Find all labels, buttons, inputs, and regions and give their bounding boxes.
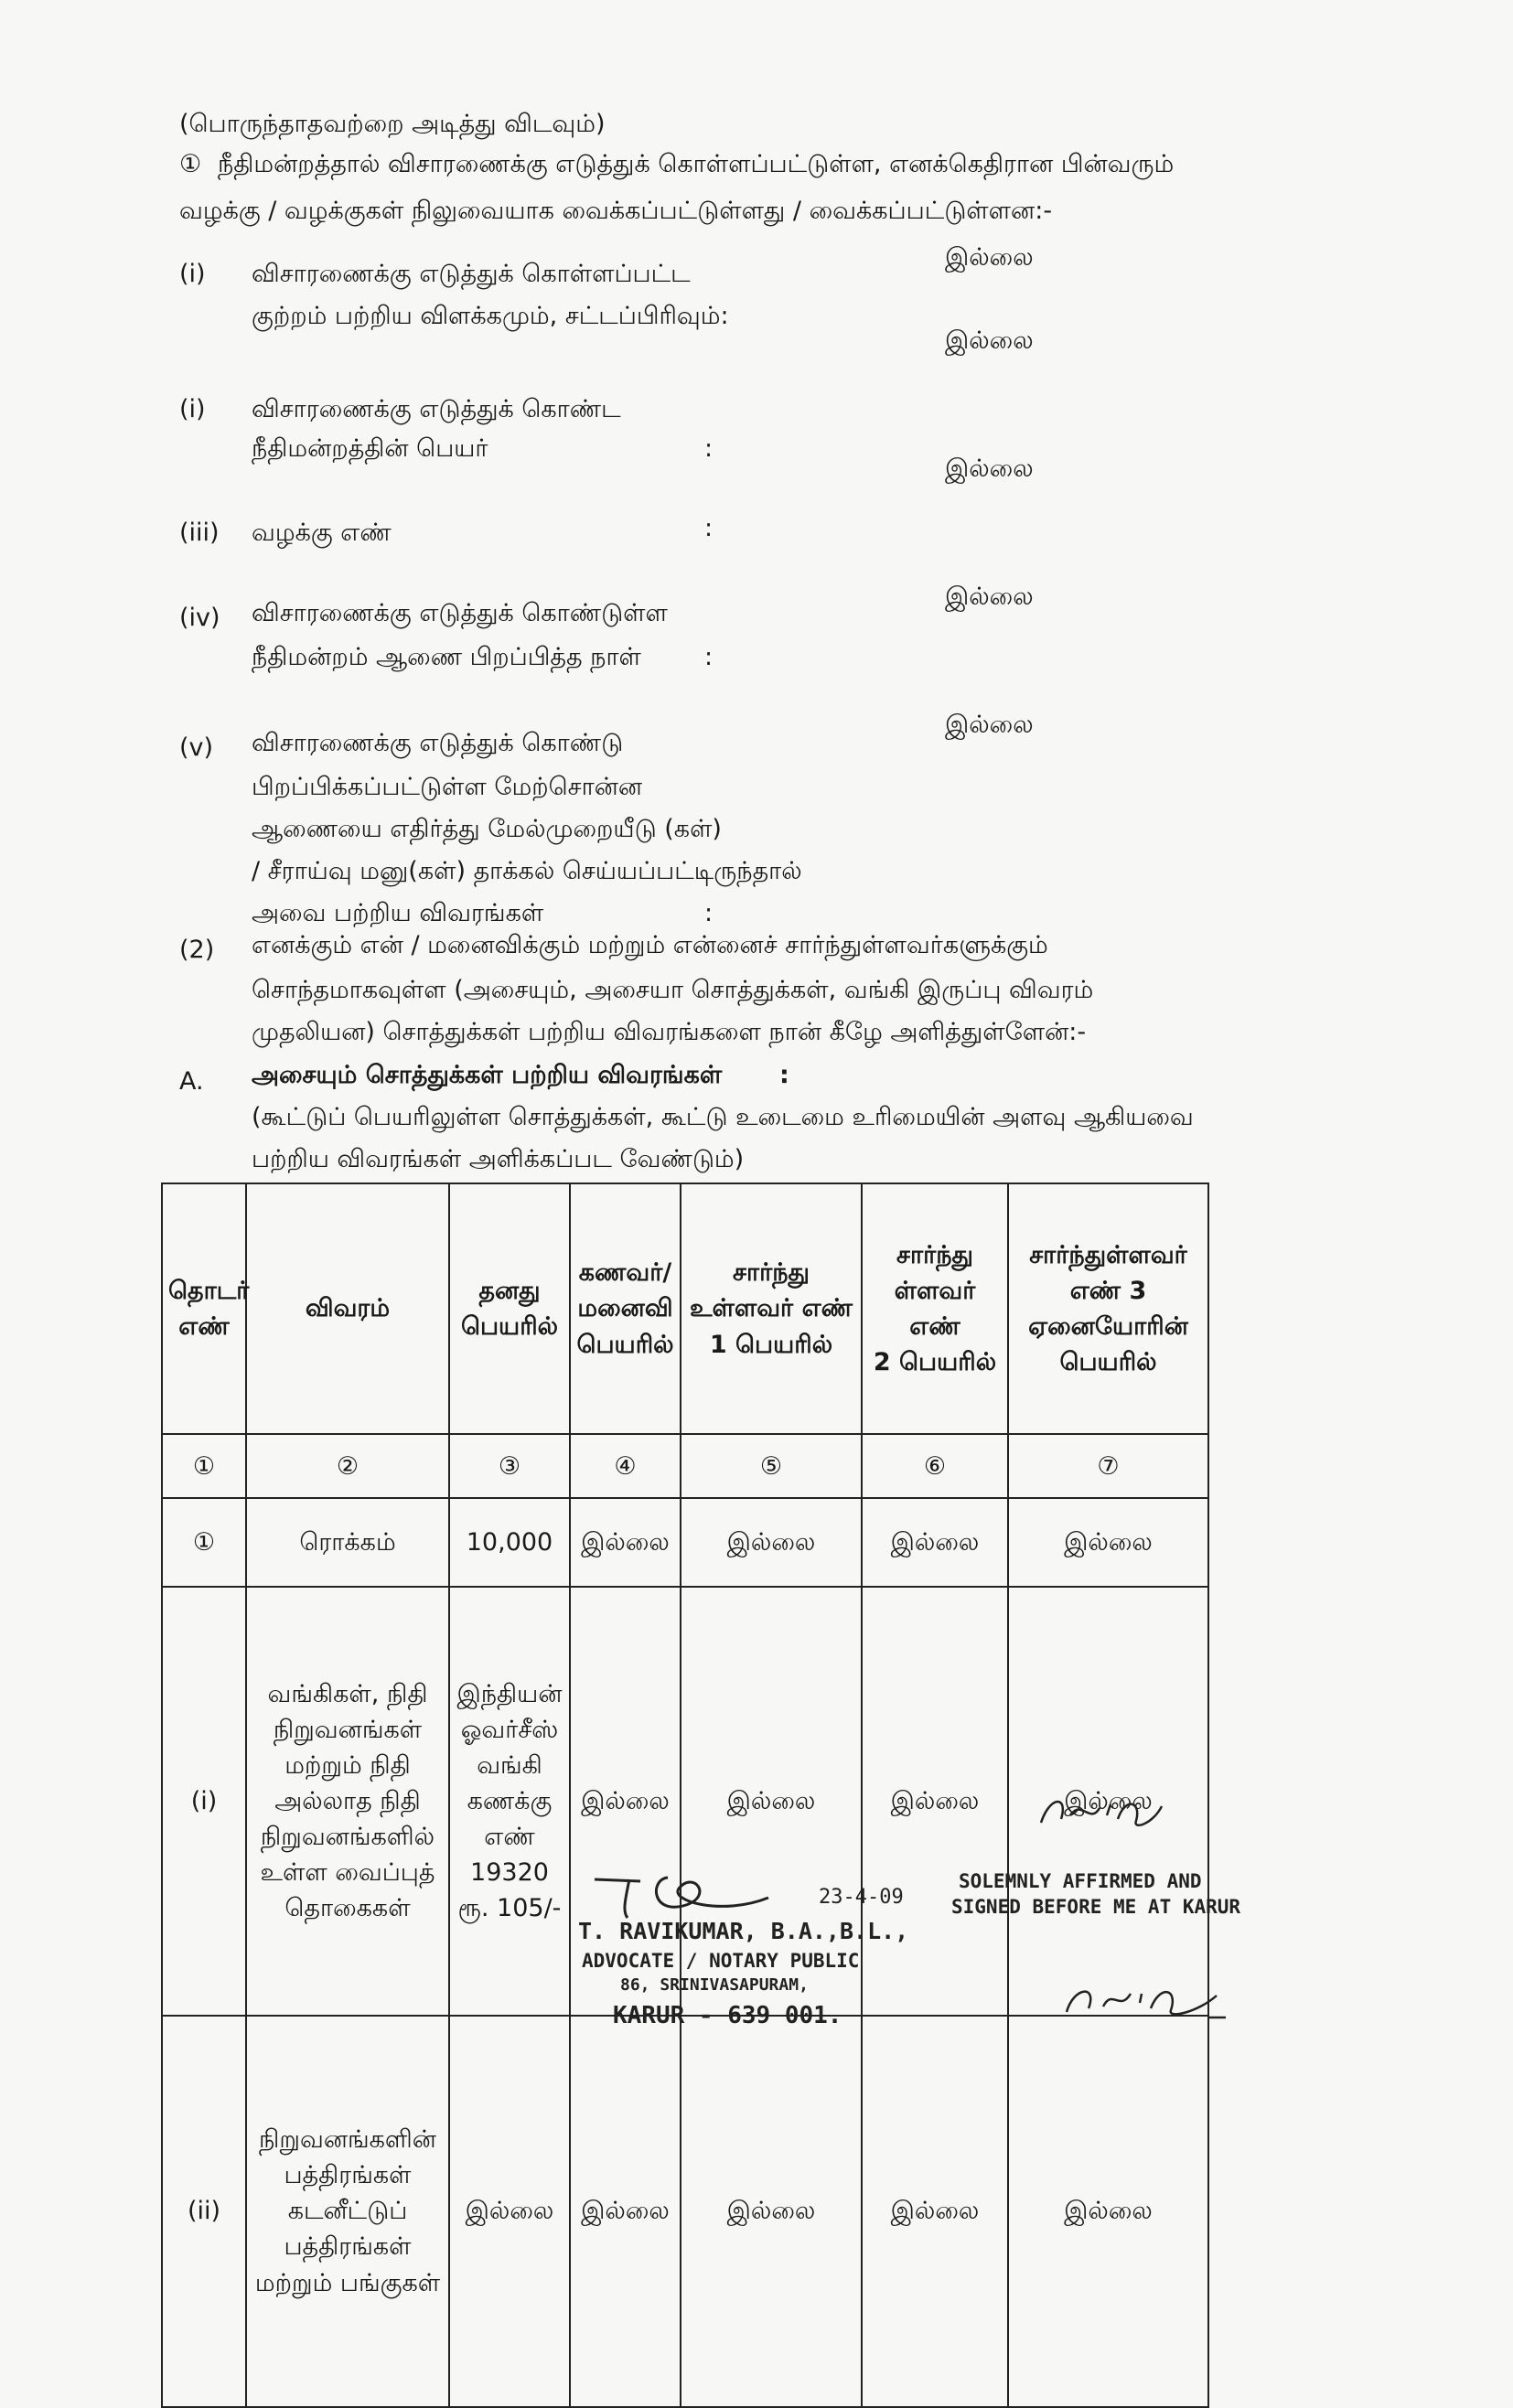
- header-dependent-3: சார்ந்துள்ளவர் எண் 3 ஏனையோரின் பெயரில்: [1008, 1183, 1208, 1434]
- item-line: / சீராய்வு மனு(கள்) தாக்கல் செய்யப்பட்டிருந்தால்: [252, 857, 802, 885]
- row-spouse-value: இல்லை: [570, 1587, 681, 2015]
- stamp-date: 23-4-09: [819, 1886, 904, 1909]
- item-line: குற்றம் பற்றிய விளக்கமும், சட்டப்பிரிவும்:: [252, 302, 729, 330]
- item-line: விசாரணைக்கு எடுத்துக் கொண்ட: [252, 395, 621, 423]
- row-dependent1-value: இல்லை: [681, 1498, 862, 1587]
- item-line: விசாரணைக்கு எடுத்துக் கொள்ளப்பட்ட: [252, 260, 691, 288]
- para1-line2: வழக்கு / வழக்குகள் நிலுவையாக வைக்கப்பட்டுள்ளது / வைக்கப்பட்டுள்ளன:-: [179, 197, 1053, 225]
- row-description: வங்கிகள், நிதி நிறுவனங்கள் மற்றும் நிதி அல்லாத நிதி நிறுவனங்களில் உள்ள வைப்புத் தொகைகள்: [246, 1587, 449, 2015]
- item-colon: :: [704, 434, 714, 463]
- stamp-notary-title: ADVOCATE / NOTARY PUBLIC: [582, 1950, 860, 1972]
- item-line: அவை பற்றிய விவரங்கள்: [252, 899, 544, 927]
- column-number: ⑦: [1008, 1434, 1208, 1498]
- row-spouse-value: இல்லை: [570, 2016, 681, 2407]
- stamp-notary-name: T. RAVIKUMAR, B.A.,B.L.,: [578, 1918, 909, 1944]
- item-line: வழக்கு எண்: [252, 519, 392, 547]
- para1-number: ①: [179, 150, 202, 178]
- signature-mark-top: [1034, 1788, 1180, 1838]
- row-self-value: இல்லை: [449, 2016, 570, 2407]
- row-dependent3-value: இல்லை: [1008, 1587, 1208, 2015]
- item-answer: இல்லை: [945, 455, 1034, 483]
- header-note: (பொருந்தாதவற்றை அடித்து விடவும்): [179, 110, 606, 138]
- signature-mark-bottom: [1061, 1975, 1235, 2026]
- header-description: விவரம்: [246, 1183, 449, 1434]
- stamp-affirm-line2: SIGNED BEFORE ME AT KARUR: [951, 1896, 1241, 1918]
- header-dependent-2: சார்ந்து ள்ளவர் எண் 2 பெயரில்: [862, 1183, 1008, 1434]
- column-number: ②: [246, 1434, 449, 1498]
- row-dependent2-value: இல்லை: [862, 1498, 1008, 1587]
- item-line: நீதிமன்றத்தின் பெயர்: [252, 434, 488, 463]
- para2-number: (2): [179, 936, 215, 964]
- item-line: நீதிமன்றம் ஆணை பிறப்பித்த நாள்: [252, 643, 641, 671]
- table-header-row: [162, 1183, 1208, 1434]
- para2-line1: எனக்கும் என் / மனைவிக்கும் மற்றும் என்னைச் சார்ந்துள்ளவர்களுக்கும்: [252, 931, 1048, 959]
- section-title: அசையும் சொத்துக்கள் பற்றிய விவரங்கள்: [252, 1061, 723, 1089]
- item-colon: :: [704, 643, 714, 671]
- stamp-city: KARUR - 639 001.: [613, 2002, 842, 2029]
- stamp-affirm-line1: SOLEMNLY AFFIRMED AND: [959, 1870, 1202, 1892]
- section-letter: A.: [179, 1067, 204, 1096]
- section-note-line2: பற்றிய விவரங்கள் அளிக்கப்பட வேண்டும்): [252, 1145, 745, 1173]
- item-line: பிறப்பிக்கப்பட்டுள்ள மேற்சொன்ன: [252, 773, 643, 801]
- row-dependent1-value: இல்லை: [681, 2016, 862, 2407]
- stamp-address: 86, SRINIVASAPURAM,: [620, 1975, 809, 1995]
- para2-line3: முதலியன) சொத்துக்கள் பற்றிய விவரங்களை நான் கீழே அளித்துள்ளேன்:-: [252, 1018, 1087, 1046]
- column-number: ⑥: [862, 1434, 1008, 1498]
- row-dependent2-value: இல்லை: [862, 2016, 1008, 2407]
- item-answer: இல்லை: [945, 243, 1034, 272]
- column-number: ⑤: [681, 1434, 862, 1498]
- row-serial: ①: [162, 1498, 246, 1587]
- section-note-line1: (கூட்டுப் பெயரிலுள்ள சொத்துக்கள், கூட்டு உடைமை உரிமையின் அளவு ஆகியவை: [252, 1103, 1194, 1131]
- header-self: தனது பெயரில்: [449, 1183, 570, 1434]
- item-number: (i): [179, 260, 206, 288]
- header-spouse: கணவர்/ மனைவி பெயரில்: [570, 1183, 681, 1434]
- item-colon: :: [704, 514, 714, 542]
- header-dependent-1: சார்ந்து உள்ளவர் எண் 1 பெயரில்: [681, 1183, 862, 1434]
- row-dependent1-value: இல்லை: [681, 1587, 862, 2015]
- para2-line2: சொந்தமாகவுள்ள (அசையும், அசையா சொத்துக்கள், வங்கி இருப்பு விவரம்: [252, 976, 1094, 1004]
- row-spouse-value: இல்லை: [570, 1498, 681, 1587]
- item-number: (iv): [179, 604, 220, 632]
- row-description: ரொக்கம்: [246, 1498, 449, 1587]
- column-number: ④: [570, 1434, 681, 1498]
- para1-line1: நீதிமன்றத்தால் விசாரணைக்கு எடுத்துக் கொள்ளப்பட்டுள்ள, எனக்கெதிரான பின்வரும்: [218, 150, 1175, 178]
- column-number-row: [162, 1434, 1208, 1498]
- section-colon: :: [779, 1061, 789, 1089]
- row-serial: (ii): [162, 2016, 246, 2407]
- header-serial-number: தொடர் எண்: [162, 1183, 246, 1434]
- item-number: (v): [179, 733, 214, 762]
- row-dependent3-value: இல்லை: [1008, 1498, 1208, 1587]
- column-number: ①: [162, 1434, 246, 1498]
- row-description: நிறுவனங்களின் பத்திரங்கள் கடனீட்டுப் பத்திரங்கள் மற்றும் பங்குகள்: [246, 2016, 449, 2407]
- item-line: விசாரணைக்கு எடுத்துக் கொண்டுள்ள: [252, 599, 668, 627]
- item-answer: இல்லை: [945, 326, 1034, 355]
- table-row: [162, 1498, 1208, 1587]
- item-number: (iii): [179, 519, 220, 547]
- row-dependent2-value: இல்லை: [862, 1587, 1008, 2015]
- item-answer: இல்லை: [945, 711, 1034, 739]
- row-serial: (i): [162, 1587, 246, 2015]
- item-colon: :: [704, 899, 714, 927]
- item-answer: இல்லை: [945, 583, 1034, 611]
- row-self-value: இந்தியன் ஓவர்சீஸ் வங்கி கணக்கு எண் 19320 ரூ. 105/-: [449, 1587, 570, 2015]
- row-dependent3-value: இல்லை: [1008, 2016, 1208, 2407]
- column-number: ③: [449, 1434, 570, 1498]
- row-self-value: 10,000: [449, 1498, 570, 1587]
- item-line: ஆணையை எதிர்த்து மேல்முறையீடு (கள்): [252, 815, 722, 843]
- item-number: (i): [179, 395, 206, 423]
- table-row: [162, 2016, 1208, 2407]
- item-line: விசாரணைக்கு எடுத்துக் கொண்டு: [252, 729, 624, 757]
